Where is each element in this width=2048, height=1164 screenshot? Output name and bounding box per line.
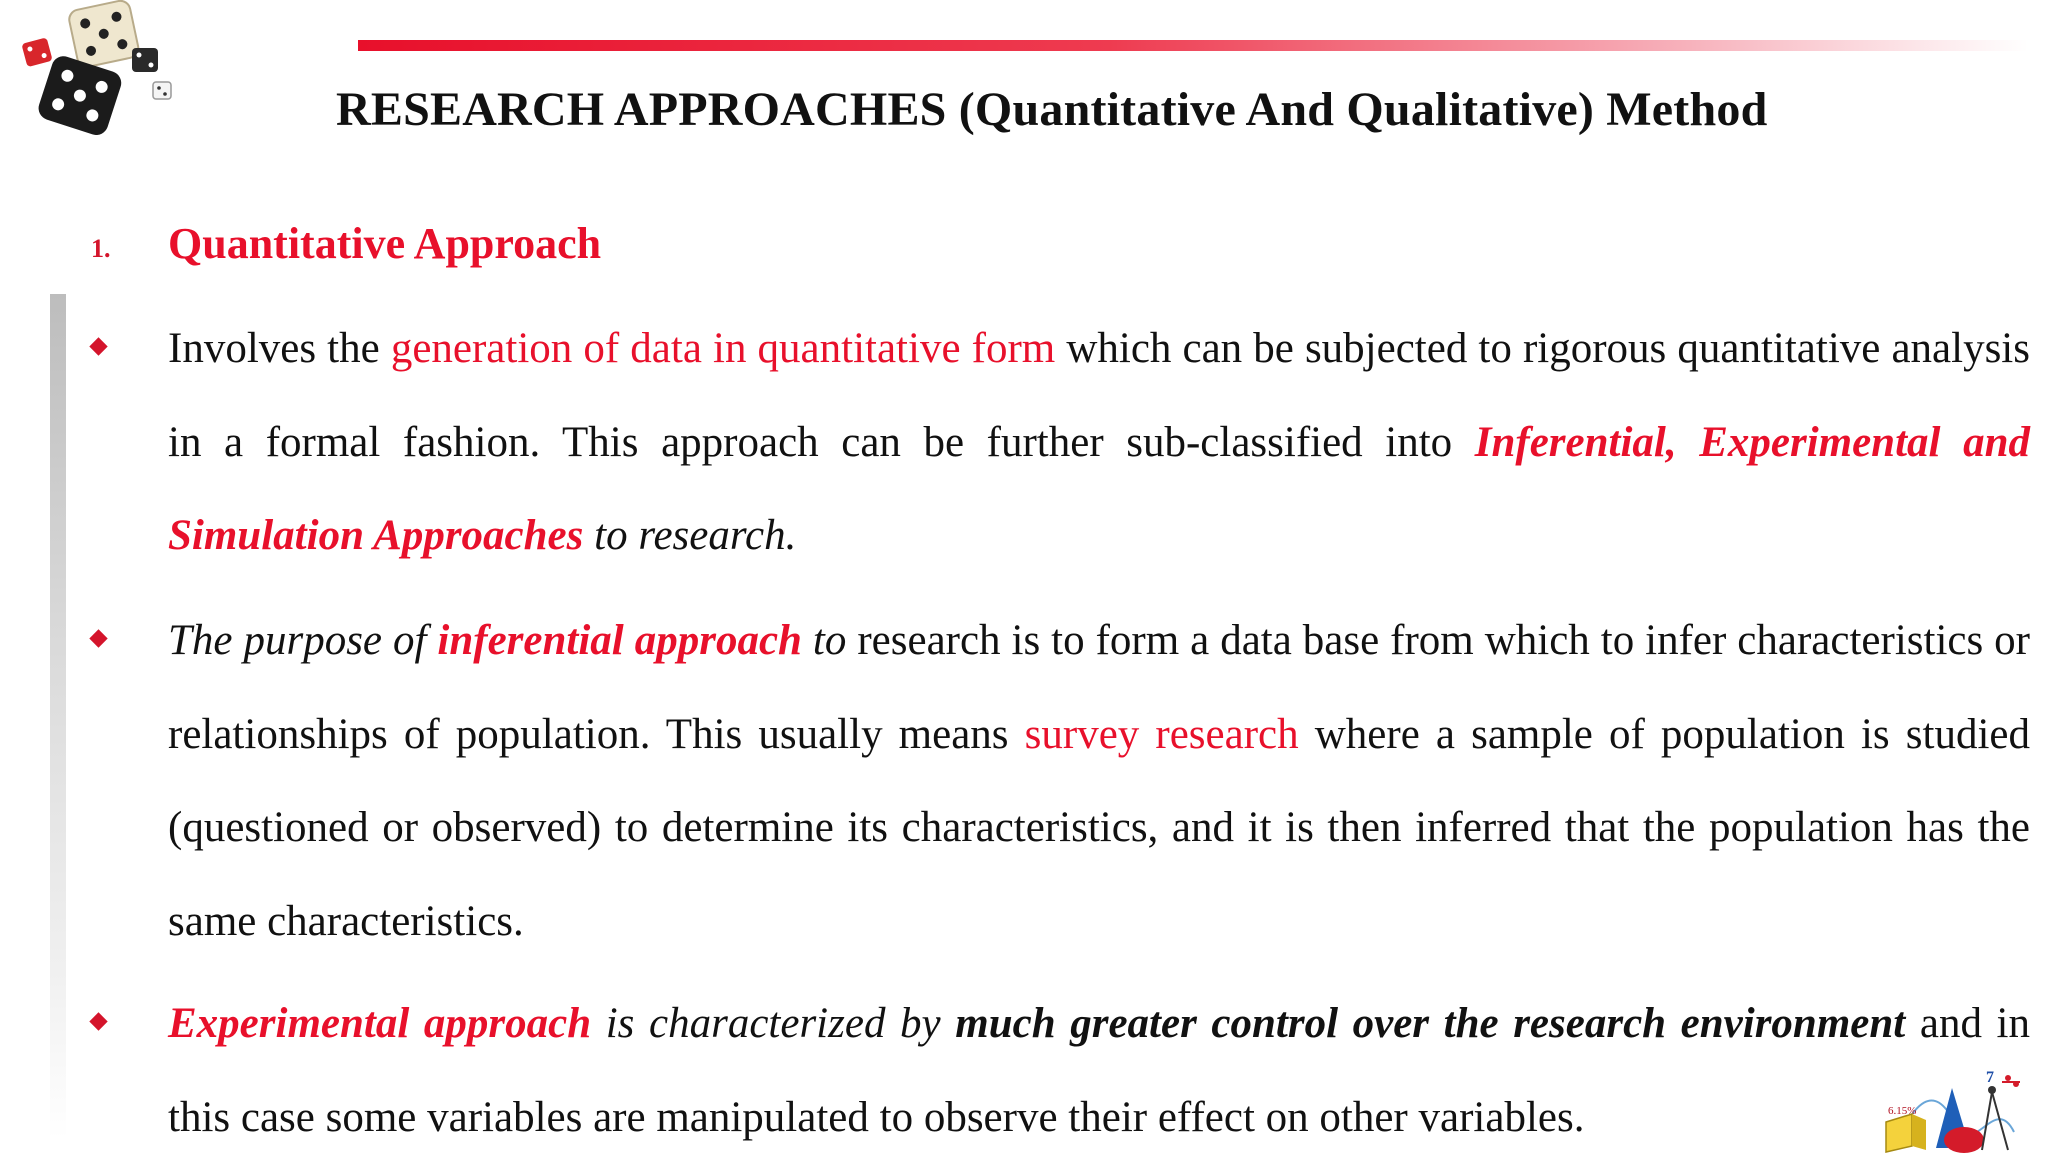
text-run: which can be subjected to rigorous quantitative analysis in a formal fashion. This approach can be further sub-classified into xyxy=(168,325,2030,466)
text-run: where a sample of population is studied (questioned or observed) to determine its characteristics, and it is then inferred that the population has the same characteristics. xyxy=(168,710,2030,945)
text-run: to xyxy=(801,617,847,664)
bullet-paragraph-3 xyxy=(168,977,2030,1164)
text-run: to research. xyxy=(583,512,797,559)
header-accent-bar xyxy=(358,40,2028,51)
dice-icon xyxy=(8,0,183,135)
text-run: The purpose of xyxy=(168,617,438,664)
highlight-text: Inferential, Experimental and Simulation Approaches xyxy=(168,418,2030,559)
emphasis-text: much greater control over the research environment xyxy=(955,1000,1906,1047)
text-run: Involves the xyxy=(168,325,391,372)
slide-title: RESEARCH APPROACHES (Quantitative And Qualitative) Method xyxy=(336,83,1768,136)
bullet-paragraph-1 xyxy=(168,302,2030,583)
highlight-text: inferential approach xyxy=(437,617,802,664)
section-number: 1. xyxy=(91,234,111,263)
text-run: and in this case some variables are manipulated to observe their effect on other variables. xyxy=(168,1000,2030,1141)
diamond-bullet-icon xyxy=(89,1012,107,1030)
highlight-text: generation of data in quantitative form xyxy=(390,325,1056,372)
bullet-paragraph-2 xyxy=(168,594,2030,968)
diamond-bullet-icon xyxy=(89,337,107,355)
percent-label: 6.15% xyxy=(1888,1105,1917,1117)
diamond-bullet-icon xyxy=(89,629,107,647)
left-decorative-bar xyxy=(50,294,66,1139)
text-run: is characterized by xyxy=(591,1000,956,1047)
math-graphics-icon xyxy=(1874,1062,2024,1154)
highlight-text: survey research xyxy=(1024,710,1299,758)
number-label: 7 xyxy=(1986,1069,1994,1086)
text-run: research is to form a data base from which to infer characteristics or relationships of population. This usually means xyxy=(168,617,2030,758)
highlight-text: Experimental approach xyxy=(168,1000,592,1047)
section-heading: Quantitative Approach xyxy=(168,219,602,268)
